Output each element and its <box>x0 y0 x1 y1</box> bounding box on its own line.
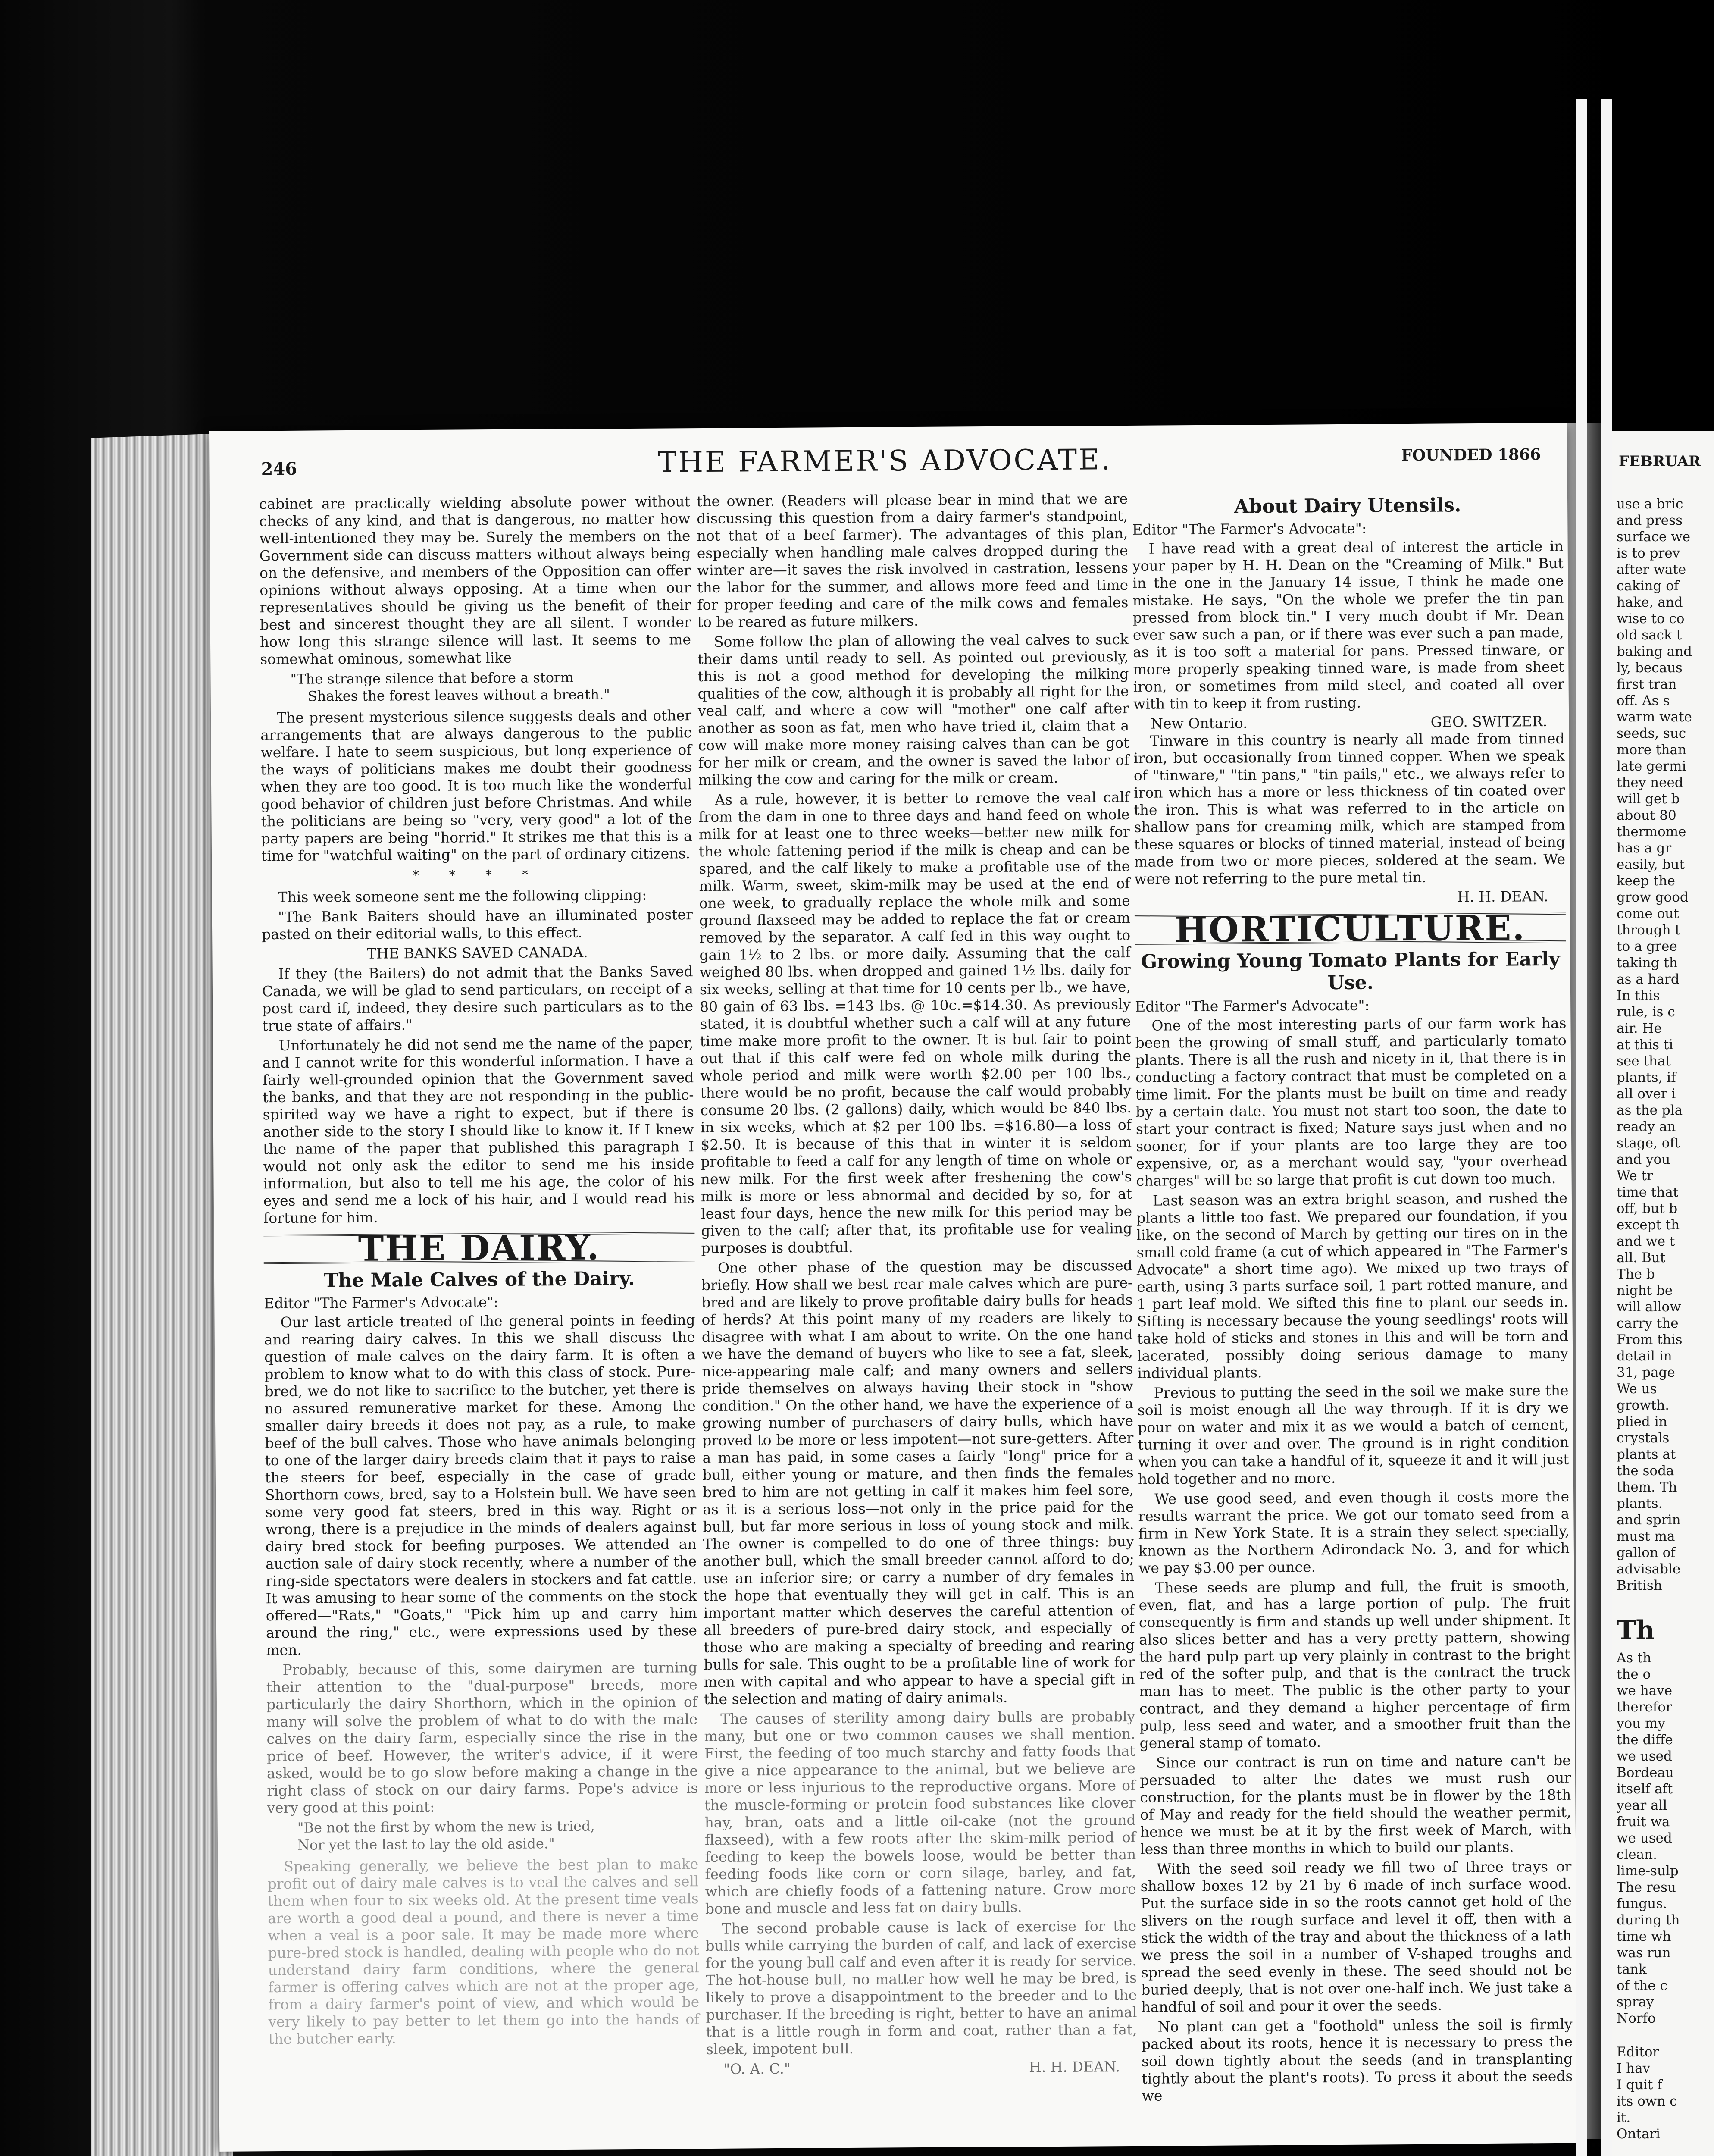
signature: H. H. DEAN. <box>1457 888 1548 906</box>
facing-page-line: thermome <box>1617 824 1686 840</box>
facing-page-line: off, but b <box>1617 1201 1678 1216</box>
facing-page-line: off. As s <box>1617 693 1670 708</box>
facing-page-line: come out <box>1617 906 1679 921</box>
paragraph: Probably, because of this, some dairymen are turning their attention to the "dual-purpose" breeds, more particularly the dairy Shorthorn, which in the opinion of many will solve the problem of what to do with the male calves on the dairy farm, especially since the rise in the price of beef. However, the writer's advice, if it were asked, would be to go slow before making a change in the right class of stock on our dairy farms. Pope's advice is very good at this point: <box>266 1659 698 1817</box>
paragraph: Tinware in this country is nearly all made from tinned iron, but occasionally from tinned copper. When we speak of "tinware," "tin pans," "tin pails," etc., we always refer to iron which has a more or less thickness of tin coated over the iron. This is what was referred to in the article on shallow pans for creaming milk, which are stamped from these squares or blocks of tinned material, instead of being made from two or more pieces, soldered at the seam. We were not referring to the pure metal tin. <box>1133 730 1566 887</box>
paragraph: No plant can get a "foothold" unless the soil is firmly packed about its roots, hence it is necessary to press the soil down tightly about the seeds (and in transplanting tightly about the plant's roots). To press it about the seeds we <box>1141 2015 1573 2104</box>
facing-page-line: As th <box>1617 1650 1651 1666</box>
facing-page-line: wise to co <box>1617 611 1685 627</box>
masthead-title: THE FARMER'S ADVOCATE. <box>657 443 1112 479</box>
poem-quote <box>267 1817 698 1854</box>
facing-page-line: as the pla <box>1617 1103 1683 1118</box>
facing-page-line: I quit f <box>1617 2077 1662 2093</box>
facing-page-line: at this ti <box>1617 1037 1673 1053</box>
signature-left: "O. A. C." <box>723 2060 791 2078</box>
facing-page-line: carry the <box>1617 1316 1679 1331</box>
facing-page-line: must ma <box>1617 1529 1675 1544</box>
facing-page-line: to a gree <box>1617 939 1677 954</box>
facing-page-line: tank <box>1617 1962 1647 1977</box>
facing-page-gap <box>1617 2027 1714 2044</box>
facing-page-line: time that <box>1617 1185 1679 1200</box>
editor-salutation: Editor "The Farmer's Advocate": <box>1132 520 1367 538</box>
facing-page-line: night be <box>1617 1283 1673 1298</box>
editor-salutation: Editor "The Farmer's Advocate": <box>1135 997 1370 1015</box>
poem-line: Shakes the forest leaves without a breath." <box>307 686 610 705</box>
facing-page-heading: Th <box>1617 1615 1655 1645</box>
margin-bar <box>1601 99 1612 2156</box>
paragraph: Speaking generally, we believe the best plan to make profit out of dairy male calves is to veal the calves and sell them when four to six weeks old. At the present time veals are worth a good deal a pound, and there is never a time when a veal is a poor sale. It may be made more where pure-bred stock is handled, dealing with people who do not understand dairy farm conditions, where the general farmer is offering calves which are not at the proper age, from a dairy farmer's point of view, and which would be very likely to pay better to let them go into the hands of the butcher early. <box>267 1855 700 2048</box>
facing-page-line: The resu <box>1617 1880 1676 1895</box>
facing-page-line: baking and <box>1617 644 1692 659</box>
facing-page-line: the diffe <box>1617 1732 1673 1748</box>
signature-line <box>1133 713 1564 733</box>
facing-page-line: growth. <box>1617 1398 1670 1413</box>
facing-page-line: old sack t <box>1617 627 1682 643</box>
facing-page-line: The b <box>1617 1266 1655 1282</box>
facing-page-line: and sprin <box>1617 1512 1681 1528</box>
paragraph: These seeds are plump and full, the fruit is smooth, even, flat, and has a large portion of pulp. The fruit consequently is firm and stands up well under shipment. It also slices better and has a very pretty pattern, showing the hard pulp part up very plainly in contrast to the bright red of the softer pulp, and that is the contract the truck man has to meet. The public is the other party to your contract, and they demand a higher percentage of firm pulp, less seed and water, and a smoother fruit than the general stamp of tomato. <box>1138 1576 1571 1752</box>
facing-page-line: and you <box>1617 1152 1670 1167</box>
facing-page-line: except th <box>1617 1217 1680 1233</box>
facing-page-line: ly, becaus <box>1617 660 1683 676</box>
paragraph: Previous to putting the seed in the soil we make sure the soil is moist enough all the way through. If it is dry we pour on water and mix it as we would a batch of cement, turning it over and over. The ground is in right condition when you can take a handful of it, squeeze it and it will just hold together and no more. <box>1137 1382 1569 1488</box>
facing-page-fragment <box>1612 431 1714 2156</box>
facing-page-line: of the c <box>1617 1978 1667 1993</box>
facing-page-line: stage, oft <box>1617 1135 1680 1151</box>
facing-page-line: they need <box>1617 775 1683 790</box>
facing-page-text <box>1617 496 1714 2142</box>
paragraph: Our last article treated of the general points in feeding and rearing dairy calves. In this we shall discuss the question of male calves on the dairy farm. It is often a problem to know what to do with this class of stock. Pure-bred, we do not like to sacrifice to the butcher, yet there is no assured remunerative market for these. Among the smaller dairy breeds it does not pay, as a rule, to make beef of the bull calves. Those who have animals belonging to one of the larger dairy breeds claim that it pays to raise the steers for beef, especially in the case of grade Shorthorn cows, bred, say to a Holstein bull. We have seen some very good fat steers, bred in this way. Right or wrong, there is a prejudice in the minds of dealers against dairy bred stock for beefing purposes. We attended an auction sale of dairy stock recently, where a number of the ring-side spectators were dealers in stockers and fat cattle. It was amusing to hear some of the comments on the stock offered—"Rats," "Goats," "Pick him up and carry him around the ring," etc., were expressions used by these men. <box>264 1311 697 1659</box>
paragraph: Last season was an extra bright season, and rushed the plants a little too fast. We prepared our foundation, if you like, on the second of March by getting our tires on in the small cold frame (a cut of which appeared in "The Farmer's Advocate" a short time ago). We mixed up two trays of earth, using 3 parts surface soil, 1 part rotted manure, and 1 part leaf mold. We sifted this fine to plant our seeds in. Sifting is necessary because the young seedlings' roots will take hold of sticks and stones in this and will be torn and lacerated, possibly doing serious damage to many individual plants. <box>1136 1189 1569 1382</box>
facing-page-line: late germi <box>1617 758 1686 774</box>
facing-page-line: the o <box>1617 1667 1651 1682</box>
facing-page-line: keep the <box>1617 873 1675 889</box>
signature-right: GEO. SWITZER. <box>1430 713 1548 730</box>
article-title: The Male Calves of the Dairy. <box>324 1268 635 1292</box>
facing-page-line: fruit wa <box>1617 1814 1670 1830</box>
facing-page-line: plants at <box>1617 1447 1676 1462</box>
section-heading-dairy: THE DAIRY. <box>263 1232 694 1264</box>
facing-page-line: its own c <box>1617 2093 1677 2109</box>
facing-page-line: use a bric <box>1617 496 1683 512</box>
poem-quote <box>260 668 691 705</box>
paragraph: Since our contract is run on time and nature can't be persuaded to alter the dates we must rush our construction, for the plants must be in flower by the 18th of May and ready for the field should the weather permit, hence we must be at it by the first week of March, with less than three months in which to build our plants. <box>1140 1752 1571 1858</box>
paragraph: With the seed soil ready we fill two of three trays or shallow boxes 12 by 21 by 6 made of inch surface wood. Put the surface side in so the roots cannot get hold of the slivers on the rough surface and level it off, then with a stick the width of the tray and about the thickness of a lath we press the soil in a number of V-shaped troughs and spread the seed evenly in these. The seed should not be buried deeply, that is not over one-half inch. We just take a handful of soil and pour it over the seeds. <box>1140 1858 1573 2015</box>
page-number: 246 <box>261 458 297 479</box>
facing-page-line: Norfo <box>1617 2011 1656 2026</box>
facing-page-line: We tr <box>1617 1168 1653 1184</box>
paragraph: As a rule, however, it is better to remove the veal calf from the dam in one to three days and hand feed on whole milk for at least one to three weeks—better new milk for the whole fattening period if the milk is cheap and can be spared, and the calf likely to make a profitable use of the milk. Warm, sweet, skim-milk may be used at the end of one week, to gradually replace the whole milk and some ground flaxseed may be added to replace the fat or cream removed by the separator. A calf fed in this way ought to gain 1½ to 2 lbs. or more daily. Assuming that the calf weighed 80 lbs. when dropped and gained 1½ lbs. daily for six weeks, selling at that time for 10 cents per lb., we have, 80 gain of 63 lbs. =143 lbs. @ 10c.=$14.30. As previously stated, it is doubtful whether such a calf will at any future time make more profit to the owner. It is but fair to point out that if this calf were fed on whole milk during the whole period and milk were worth $2.00 per 100 lbs., there would be no profit, because the calf would probably consume 20 lbs. (2 gallons) daily, which would be 840 lbs. in six weeks, which at $2 per 100 lbs. =$16.80—a loss of $2.50. It is because of this that in winter it is seldom profitable to feed a calf for any length of time on whole or new milk. For the first week after freshening the cow's milk is more or less abnormal and decided by so, for at least four days, hence the new milk for this period may be given to the calf; after that, its profitable use for vealing purposes is doubtful. <box>698 788 1132 1257</box>
facing-page-line: therefor <box>1617 1699 1672 1715</box>
editor-salutation: Editor "The Farmer's Advocate": <box>264 1293 499 1312</box>
facing-page-line: plants. <box>1617 1496 1663 1511</box>
facing-page-line: air. He <box>1617 1021 1662 1036</box>
facing-page-line: all. But <box>1617 1250 1666 1266</box>
facing-page-line: plants, if <box>1617 1070 1676 1085</box>
facing-page-line: itself aft <box>1617 1781 1673 1797</box>
scanner-margin-bars <box>1576 99 1627 2156</box>
facing-page-line: crystals <box>1617 1430 1670 1446</box>
facing-page-line: we used <box>1617 1830 1672 1846</box>
facing-page-line: gallon of <box>1617 1545 1676 1561</box>
facing-page-line: it. <box>1617 2110 1631 2125</box>
page-header <box>209 440 1567 492</box>
facing-page-line: We us <box>1617 1381 1657 1397</box>
facing-page-line: first tran <box>1617 677 1677 692</box>
column-3 <box>1132 488 1573 2107</box>
poem-line: Nor yet the last to lay the old aside." <box>297 1835 555 1853</box>
facing-page-line: after wate <box>1617 562 1686 577</box>
paragraph: The present mysterious silence suggests deals and other arrangements that are always dangerous to the public welfare. I hate to seem suspicious, but long experience of the ways of politicians makes me doubt their goodness when they are too good. It is too much like the wonderful good behavior of children just before Christmas. And while the politicians are being so "very, very good" a lot of the party papers are being "horrid." It strikes me that this is a time for "watchful waiting" on the part of ordinary citizens. <box>260 707 692 865</box>
paragraph: Unfortunately he did not send me the name of the paper, and I cannot write for this wonderful information. I have a fairly well-grounded opinion that the Government saved the banks, and that they are not responding in the public-spirited way we have a right to expect, but if there is another side to the story I should like to know it. If I knew the name of the paper that published this paragraph I would not only ask the editor to send me his inside information, but also to tell me his age, the color of his eyes and send me a lock of his hair, and I would read his fortune for him. <box>262 1034 695 1227</box>
facing-page-line: year all <box>1617 1798 1667 1813</box>
facing-page-line: the soda <box>1617 1463 1674 1479</box>
facing-page-line: time wh <box>1617 1929 1671 1944</box>
quoted-paragraph: "The Bank Baiters should have an illuminated poster pasted on their editorial walls, to this effect. <box>262 906 693 943</box>
paragraph: the owner. (Readers will please bear in mind that we are discussing this question from a dairy farmer's standpoint, not that of a beef farmer). The advantages of this plan, especially when handling male calves dropped during the winter are—it saves the risk involved in castration, lessens the labor for the summer, and allows more feed and time for proper feeding and care of the milk cows and females to be reared as future milkers. <box>696 490 1129 631</box>
poem-line: "Be not the first by whom the new is tried, <box>297 1818 595 1836</box>
facing-page-line: British <box>1617 1578 1662 1593</box>
paragraph: One of the most interesting parts of our farm work has been the growing of small stuff, and particularly tomato plants. There is all the rush and nicety in it, that there is in conducting a factory contract that must be completed on a time limit. For the plants must be built on time and ready by a certain date. You must not start too soon, the date to start your contract is fixed; Nature says just when and no sooner, for if your plants are too large they are too expensive, or, as a merchant would say, "your overhead charges" will be so large that profit is cut down too much. <box>1135 1014 1567 1189</box>
facing-page-line: taking th <box>1617 955 1678 971</box>
newspaper-page <box>209 423 1577 2152</box>
poster-heading: THE BANKS SAVED CANADA. <box>367 943 588 962</box>
signature-left: New Ontario. <box>1151 714 1248 732</box>
facing-page-line: was run <box>1617 1945 1671 1961</box>
facing-page-line: we used <box>1617 1749 1672 1764</box>
facing-page-line: From this <box>1617 1332 1683 1348</box>
paragraph: The second probable cause is lack of exercise for the bulls while carrying the burden of calf, and lack of exercise for the young bull calf and even after it is ready for service. The hot-house bull, no matter how well he may be bred, is likely to prove a disappointment to the breeder and to the purchaser. If the breeding is right, better to have an animal that is a little rough in form and coat, rather than a fat, sleek, impotent bull. <box>705 1917 1137 2058</box>
facing-page-line: I hav <box>1617 2061 1651 2076</box>
facing-page-line: see that <box>1617 1053 1671 1069</box>
paragraph: I have read with a great deal of interest the article in your paper by H. H. Dean on the "Creaming of Milk." But in the one in the January 14 issue, I think he made one mistake. He says, "On the whole we prefer the tin pan pressed from block tin." I very much doubt if Mr. Dean ever saw such a pan, or if there was ever such a pan made, as it is too soft a material for pans. Pressed tinware, or more properly speaking tinned ware, is made from sheet iron, or sometimes from mild steel, and coated all over with tin to keep it from rusting. <box>1132 537 1564 712</box>
paragraph: The causes of sterility among dairy bulls are probably many, but one or two common causes we shall mention. First, the feeding of too much starchy and fatty foods that give a nice appearance to the animal, but we believe are more or less injurious to the reproductive organs. More of the muscle-forming or protein food substances like clover hay, bran, oats and a little oil-cake (not the ground flaxseed), with a few roots after the skim-milk period of feeding to keep the bowels loose, would be better than feeding foods like corn or corn silage, barley, and fat, which are chiefly foods of a fattening nature. Grow more bone and muscle and less fat on dairy bulls. <box>704 1708 1136 1918</box>
signature-line <box>706 2058 1137 2078</box>
facing-page-line: and press <box>1617 513 1683 528</box>
facing-page-line: caking of <box>1617 578 1679 594</box>
paragraph: One other phase of the question may be discussed briefly. How shall we best rear male calves which are pure-bred and are likely to prove profitable dairy bulls for heads of herds? At this point many of my readers are likely to disagree with what I am about to write. On the one hand we have the demand of buyers who like to see a fat, sleek, nice-appearing male calf; and many owners and sellers pride themselves on always having their stock in "show condition." On the other hand, we have the experience of a growing number of purchasers of dairy bulls, which have proved to be more or less impotent—not sure-getters. After a man has paid, in some cases a fairly "long" price for a bull, either young or mature, and then finds the females bred to him are not getting in calf it makes him feel sore, as it is a serious loss—not only in the price paid for the bull, but far more serious in loss of young stock and milk. The owner is compelled to do one of three things: buy another bull, which the small breeder cannot afford to do; use an inferior sire; or carry a number of dry females in the hope that eventually they will get in calf. This is an important matter which deserves the careful attention of all breeders of pure-bred dairy stock, and especially of those who are making a specialty of breeding and rearing bulls for sale. This ought to be a profitable line of work for men with capital and who appear to have a special gift in the selection and mating of dairy animals. <box>701 1257 1135 1708</box>
facing-page-gap <box>1617 1594 1714 1611</box>
facing-page-line: spray <box>1617 1994 1654 2010</box>
facing-page-line: seeds, suc <box>1617 726 1686 741</box>
column-2 <box>697 490 1137 2078</box>
facing-page-line: grow good <box>1617 890 1689 905</box>
facing-page-line: through t <box>1617 922 1680 938</box>
facing-page-line: warm wate <box>1617 709 1692 725</box>
article-title: About Dairy Utensils. <box>1234 494 1461 518</box>
facing-page-line: Bordeau <box>1617 1765 1674 1780</box>
margin-bar <box>1576 99 1587 2156</box>
facing-page-line: all over i <box>1617 1086 1676 1102</box>
article-title: Growing Young Tomato Plants for Early Use. <box>1141 948 1560 994</box>
paragraph: This week someone sent me the following clipping: <box>278 886 647 906</box>
facing-page-line: has a gr <box>1617 840 1672 856</box>
poem-line: "The strange silence that before a storm <box>290 669 574 687</box>
facing-page-line: In this <box>1617 988 1660 1003</box>
facing-page-line: Ontari <box>1617 2126 1661 2142</box>
paragraph: cabinet are practically wielding absolute power without checks of any kind, and that is dangerous, no matter how well-intentioned they may be. Surely the members on the Government side can discuss matters without always being on the defensive, and members of the Opposition can offer opinions without always opposing. At a time when our representatives should be giving us the benefit of their best and sincerest thought they are all silent. I wonder how long this strange silence will last. It seems to me somewhat ominous, somewhat like <box>259 493 691 668</box>
signature-right: H. H. DEAN. <box>1029 2058 1120 2076</box>
facing-page-line: them. Th <box>1617 1479 1677 1495</box>
facing-page-line: detail in <box>1617 1348 1672 1364</box>
facing-page-line: is to prev <box>1617 545 1680 561</box>
facing-page-line: and we t <box>1617 1234 1675 1249</box>
facing-page-line: fungus. <box>1617 1896 1667 1912</box>
facing-page-line: you my <box>1617 1716 1665 1731</box>
paragraph: If they (the Baiters) do not admit that the Banks Saved Canada, we will be glad to send particulars, on receipt of a post card if, indeed, they desire such particulars as to the true state of affairs." <box>262 963 694 1034</box>
section-divider-stars: * * * * <box>412 867 541 884</box>
facing-page-line: Editor <box>1617 2044 1659 2060</box>
facing-page-line: about 80 <box>1617 808 1676 823</box>
facing-page-header: FEBRUAR <box>1619 453 1701 470</box>
facing-page-line: we have <box>1617 1683 1673 1698</box>
facing-page-line: lime-sulp <box>1617 1863 1679 1879</box>
facing-page-line: 31, page <box>1617 1365 1675 1380</box>
facing-page-line: advisable <box>1617 1561 1681 1577</box>
facing-page-line: surface we <box>1617 529 1691 545</box>
facing-page-line: will allow <box>1617 1299 1681 1315</box>
facing-page-line: more than <box>1617 742 1686 758</box>
facing-page-line: easily, but <box>1617 857 1685 872</box>
facing-page-line: during th <box>1617 1912 1680 1928</box>
facing-page-line: ready an <box>1617 1119 1676 1134</box>
facing-page-line: plied in <box>1617 1414 1667 1429</box>
facing-page-line: hake, and <box>1617 595 1683 610</box>
paragraph: Some follow the plan of allowing the veal calves to suck their dams until ready to sell. As pointed out previously, this is not a good method for developing the milking qualities of the cow, although it is probably all right for the veal calf, and where a cow will "mother" one calf after another as soon as fat, men who have tried it, claim that a cow will make more money raising calves than can be got for her milk or cream, and the owner is saved the labor of milking the cow and caring for the milk or cream. <box>697 630 1129 789</box>
facing-page-line: clean. <box>1617 1847 1657 1862</box>
paragraph: We use good seed, and even though it costs more the results warrant the price. We got our tomato seed from a firm in New York State. It is a strain they select specially, known as the Northern Adirondack No. 3, and for which we pay $3.00 per ounce. <box>1138 1488 1570 1576</box>
facing-page-line: as a hard <box>1617 971 1680 987</box>
facing-page-line: rule, is c <box>1617 1004 1675 1020</box>
facing-page-line: will get b <box>1617 791 1680 807</box>
section-heading-horticulture: HORTICULTURE. <box>1135 913 1566 945</box>
founded-label: FOUNDED 1866 <box>1401 445 1541 465</box>
column-1 <box>259 493 700 2050</box>
